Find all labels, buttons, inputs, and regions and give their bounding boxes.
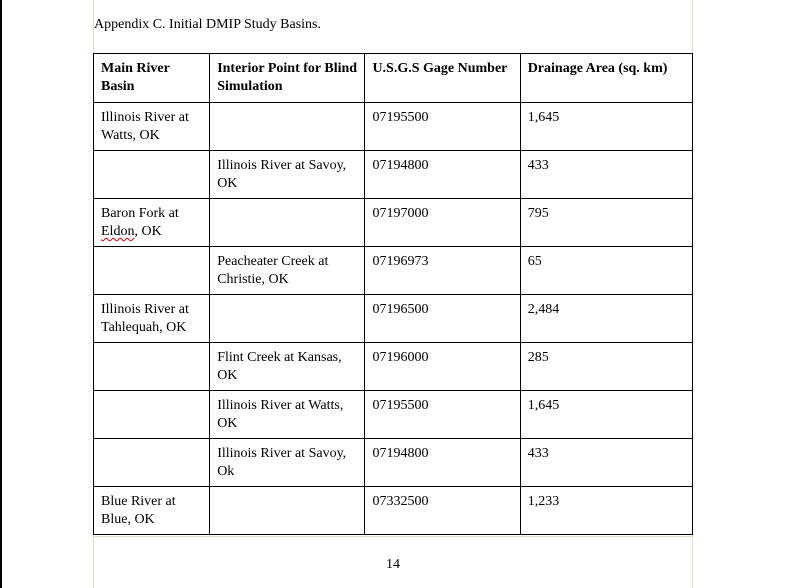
cell-gage: 07197000	[365, 199, 520, 247]
study-basins-table	[93, 53, 693, 535]
cell-gage: 07196973	[365, 247, 520, 295]
cell-interior: Illinois River at Savoy, OK	[210, 151, 365, 199]
table-row	[94, 199, 693, 247]
cell-area: 1,645	[520, 391, 692, 439]
cell-area: 285	[520, 343, 692, 391]
cell-gage: 07195500	[365, 103, 520, 151]
cell-basin	[94, 199, 210, 247]
table-caption: Appendix C. Initial DMIP Study Basins.	[94, 17, 321, 32]
cell-basin	[94, 343, 210, 391]
cell-area: 2,484	[520, 295, 692, 343]
cell-interior	[210, 199, 365, 247]
table-row	[94, 103, 693, 151]
cell-basin	[94, 151, 210, 199]
table-row	[94, 151, 693, 199]
cell-basin	[94, 391, 210, 439]
cell-area: 795	[520, 199, 692, 247]
cell-basin: Blue River at Blue, OK	[94, 487, 210, 535]
cell-basin	[94, 439, 210, 487]
table-row	[94, 391, 693, 439]
table-header-row	[94, 54, 693, 103]
cell-basin: Illinois River at Tahlequah, OK	[94, 295, 210, 343]
cell-gage: 07194800	[365, 439, 520, 487]
cell-area: 433	[520, 151, 692, 199]
cell-interior	[210, 103, 365, 151]
cell-gage: 07195500	[365, 391, 520, 439]
cell-interior: Illinois River at Savoy, Ok	[210, 439, 365, 487]
cell-gage: 07332500	[365, 487, 520, 535]
header-main-river-basin: Main River Basin	[94, 54, 210, 103]
cell-gage: 07196500	[365, 295, 520, 343]
cell-interior	[210, 295, 365, 343]
cell-area: 65	[520, 247, 692, 295]
table-row	[94, 343, 693, 391]
cell-basin-suffix: , OK	[134, 224, 162, 239]
cell-area: 1,645	[520, 103, 692, 151]
cell-gage: 07196000	[365, 343, 520, 391]
table-row	[94, 439, 693, 487]
cell-interior: Flint Creek at Kansas, OK	[210, 343, 365, 391]
window-left-border	[0, 0, 2, 588]
cell-area: 433	[520, 439, 692, 487]
cell-interior: Peacheater Creek at Christie, OK	[210, 247, 365, 295]
header-gage-number: U.S.G.S Gage Number	[365, 54, 520, 103]
page-number: 14	[386, 557, 400, 572]
cell-basin	[94, 247, 210, 295]
header-drainage-area: Drainage Area (sq. km)	[520, 54, 692, 103]
margin-guide-bottom	[93, 536, 693, 537]
cell-area: 1,233	[520, 487, 692, 535]
cell-interior: Illinois River at Watts, OK	[210, 391, 365, 439]
header-interior-point: Interior Point for Blind Simulation	[210, 54, 365, 103]
table-row	[94, 487, 693, 535]
cell-basin: Illinois River at Watts, OK	[94, 103, 210, 151]
cell-basin-prefix: Baron Fork at	[101, 206, 179, 221]
table-row	[94, 295, 693, 343]
cell-interior	[210, 487, 365, 535]
cell-gage: 07194800	[365, 151, 520, 199]
table-row	[94, 247, 693, 295]
spellcheck-flagged-word: Eldon	[101, 224, 135, 239]
